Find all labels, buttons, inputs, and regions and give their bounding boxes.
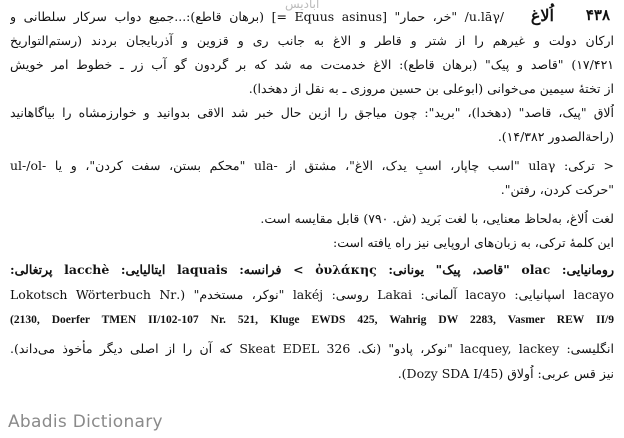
entry-line: < ترکی: ulaγ "اسب چاپار، اسبِ یدک، الاغ"، مشتق از -ula "محکم بستن، سفت کردن"، و یا -ul-/ol [10, 158, 614, 173]
entry-line: "حرکت کردن، رفتن". [500, 182, 614, 197]
watermark: Abadis Dictionary [8, 412, 163, 432]
entry-line: نیز قس عربی: اُولاق (Dozy SDA I/45). [397, 366, 614, 381]
entry-line: این کلمهٔ ترکی، به زبان‌های اروپایی نیز راه یافته است: [333, 235, 614, 250]
page-number: ۴۳۸ [585, 6, 610, 24]
entry-line: رومانیایی: olac "قاصد، پیک" یونانی: ὀυλάκης > فرانسه: laquais ایتالیایی: lacchè پرتغالی: [10, 262, 614, 277]
entry-line: (2130, Doerfer TMEN II/102-107 Nr. 521, Kluge EWDS 425, Wahrig DW 2283, Vasmer REW II/9 [10, 314, 614, 326]
headword: اُلاغ [530, 6, 554, 25]
entry-line: اُلاق "پیک، قاصد" (دهخدا)، "برید": چون میاجق را ازین حال خبر شد الاقی بدوانید و خوارزمشاه را بیاگاهانید [10, 105, 614, 120]
entry-line: انگلیسی: lacquey, lackey "نوکر، پادو" (نک. Skeat EDEL 326 که آن را از اصلی دیگر مأخوذ می‌داند). [10, 341, 614, 356]
entry-line: /u.lāγ/ "خر، حمار" [Equus asinus =] (برهان قاطع):...جمیع دواب سرکار سلطانی و [10, 9, 504, 24]
entry-line: از تختهٔ سیمین می‌خوانی (ابوعلی بن حسین مروزی ـ به نقل از دهخدا). [248, 81, 614, 96]
watermark-top: ابادیس [285, 0, 320, 11]
entry-line: ارکان دولت و غیرهم را از شتر و قاطر و الاغ به جانب ری و قزوین و آذربایجان بردند (رستم‌التواریخ [10, 33, 614, 48]
entry-line: lacayo اسپانیایی: lacayo آلمانی: Lakai روسی: lakéj "نوکر، مستخدم" (.Lokotsch Wörterbuch Nr [10, 287, 614, 302]
entry-line: (راحة‌الصدور ۱۴/۳۸۲). [497, 129, 614, 144]
entry-line: ۱۷/۴۲۱) "قاصد و پیک" (برهان قاطع): الاغ خدمت‌ت مه شد که بر گردون گو آب زر ـ خطوط امر خویش [10, 57, 614, 72]
entry-line: لغت اُلاغ، به‌لحاظ معنایی، با لغت بَرید (ش. ۷۹۰) قابل مقایسه است. [260, 211, 614, 226]
